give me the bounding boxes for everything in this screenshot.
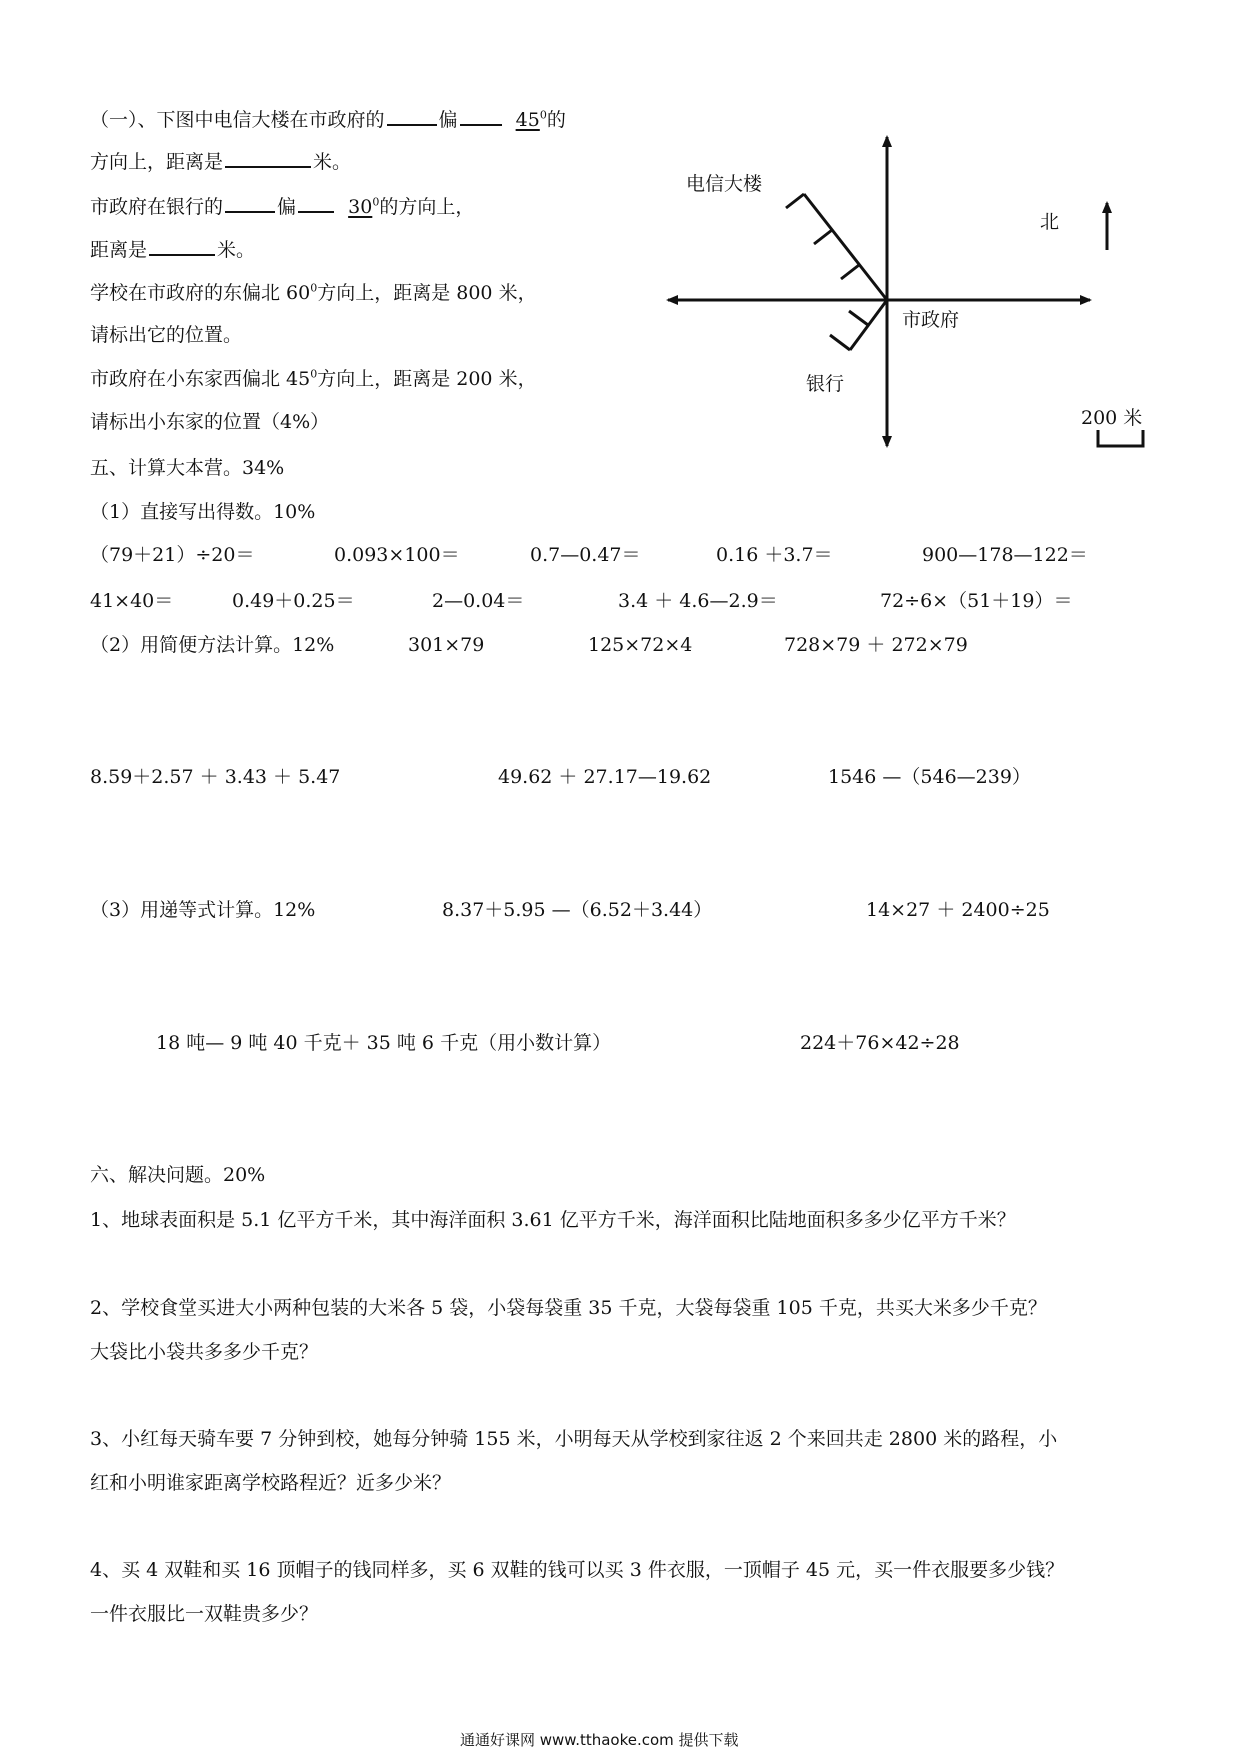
map-q-line1 <box>90 106 566 132</box>
map-q-line3-end: 的方向上， <box>379 196 475 218</box>
label-bank: 银行 <box>806 373 845 395</box>
mental-calc-item: 0.49＋0.25＝ <box>232 590 355 612</box>
degree-sup: 0 <box>539 108 547 122</box>
simplify-item: 728×79 ＋ 272×79 <box>784 634 968 656</box>
mental-calc-item: （79＋21）÷20＝ <box>90 544 255 566</box>
simplify-item: 8.59＋2.57 ＋ 3.43 ＋ 5.47 <box>90 766 341 788</box>
answer-blank[interactable] <box>225 148 311 168</box>
problem-4-line1: 4、买 4 双鞋和买 16 顶帽子的钱同样多，买 6 双鞋的钱可以买 3 件衣服，一顶帽子 45 元，买一件衣服要多少钱？ <box>90 1559 1065 1581</box>
direction-diagram <box>660 120 1180 460</box>
tick <box>849 311 868 325</box>
scale-label: 200 米 <box>1081 407 1143 429</box>
problem-3-line1: 3、小红每天骑车要 7 分钟到校，她每分钟骑 155 米，小明每天从学校到家往返 2 个来回共走 2800 米的路程，小 <box>90 1428 1058 1450</box>
problem-2-line1: 2、学校食堂买进大小两种包装的大米各 5 袋，小袋每袋重 35 千克，大袋每袋重 105 千克，共买大米多少千克？ <box>90 1297 1047 1319</box>
section5-p1-title: （1）直接写出得数。10% <box>90 501 316 523</box>
mental-calc-item: 72÷6×（51＋19）＝ <box>880 590 1073 612</box>
problem-3-line2: 红和小明谁家距离学校路程近？近多少米？ <box>90 1472 452 1494</box>
map-q-line8: 请标出小东家的位置（4%） <box>90 411 330 433</box>
stepwise-item: 18 吨— 9 吨 40 千克＋ 35 吨 6 千克（用小数计算） <box>156 1032 612 1054</box>
answer-blank[interactable] <box>298 193 334 213</box>
scale-bar <box>1098 430 1143 446</box>
tick <box>841 265 859 279</box>
answer-blank[interactable] <box>387 106 437 126</box>
section5-p2-title: （2）用简便方法计算。12% <box>90 634 335 656</box>
map-q-line7 <box>90 367 537 391</box>
map-q-line6: 请标出它的位置。 <box>90 324 243 346</box>
section5-p3-title: （3）用递等式计算。12% <box>90 899 316 921</box>
bank-end-tick <box>830 335 850 350</box>
angle-45: 45 <box>515 109 540 131</box>
simplify-item: 125×72×4 <box>588 634 693 656</box>
page-footer: 通通好课网 www.tthaoke.com 提供下载 <box>460 1731 739 1749</box>
problem-2-line2: 大袋比小袋共多多少千克？ <box>90 1341 319 1363</box>
telecom-end-tick <box>786 194 804 208</box>
telecom-line <box>804 194 887 300</box>
label-north: 北 <box>1040 211 1060 233</box>
map-q-line2-text: 方向上，距离是 <box>90 151 224 173</box>
mental-calc-item: 0.093×100＝ <box>334 544 460 566</box>
map-q-line5 <box>90 281 537 305</box>
map-q-line1-text: （一）、下图中电信大楼在市政府的 <box>90 109 385 131</box>
map-q-line7-text: 市政府在小东家西偏北 45 <box>90 368 311 390</box>
stepwise-item: 8.37＋5.95 —（6.52＋3.44） <box>442 899 713 921</box>
map-q-line3-text: 市政府在银行的 <box>90 196 224 218</box>
map-q-line4-end: 米。 <box>217 239 256 261</box>
simplify-item: 301×79 <box>408 634 485 656</box>
mental-calc-item: 3.4 ＋ 4.6—2.9＝ <box>618 590 778 612</box>
answer-blank[interactable] <box>460 106 502 126</box>
map-q-line1-pian: 偏 <box>438 109 458 131</box>
map-q-line1-end: 的 <box>546 109 566 131</box>
label-city-hall: 市政府 <box>902 309 960 331</box>
simplify-item: 49.62 ＋ 27.17—19.62 <box>498 766 712 788</box>
section6-title: 六、解决问题。20% <box>90 1164 266 1186</box>
mental-calc-item: 0.7—0.47＝ <box>530 544 641 566</box>
stepwise-item: 14×27 ＋ 2400÷25 <box>866 899 1050 921</box>
map-q-line2-end: 米。 <box>313 151 352 173</box>
map-q-line4-text: 距离是 <box>90 239 148 261</box>
problem-4-line2: 一件衣服比一双鞋贵多少？ <box>90 1603 319 1625</box>
mental-calc-item: 41×40＝ <box>90 590 174 612</box>
map-q-line7-end: 方向上，距离是 200 米， <box>317 368 537 390</box>
map-q-line4 <box>90 236 255 262</box>
answer-blank[interactable] <box>225 193 275 213</box>
mental-calc-item: 2—0.04＝ <box>432 590 525 612</box>
mental-calc-item: 900—178—122＝ <box>922 544 1088 566</box>
map-q-line3-pian: 偏 <box>277 196 297 218</box>
map-q-line3 <box>90 193 474 219</box>
problem-1: 1、地球表面积是 5.1 亿平方千米，其中海洋面积 3.61 亿平方千米，海洋面积比陆地面积多多少亿平方千米？ <box>90 1209 1016 1231</box>
map-q-line5-end: 方向上，距离是 800 米， <box>317 282 537 304</box>
degree-sup: 0 <box>310 281 318 295</box>
tick <box>814 230 832 244</box>
map-q-line2 <box>90 148 351 174</box>
degree-sup: 0 <box>310 367 318 381</box>
section5-title: 五、计算大本营。34% <box>90 457 285 479</box>
degree-sup: 0 <box>372 195 380 209</box>
mental-calc-item: 0.16 ＋3.7＝ <box>716 544 833 566</box>
bank-line <box>850 300 887 350</box>
angle-30: 30 <box>348 196 373 218</box>
simplify-item: 1546 —（546—239） <box>828 766 1031 788</box>
answer-blank[interactable] <box>149 236 215 256</box>
map-q-line5-text: 学校在市政府的东偏北 60 <box>90 282 311 304</box>
stepwise-item: 224＋76×42÷28 <box>800 1032 960 1054</box>
label-telecom: 电信大楼 <box>686 173 763 195</box>
